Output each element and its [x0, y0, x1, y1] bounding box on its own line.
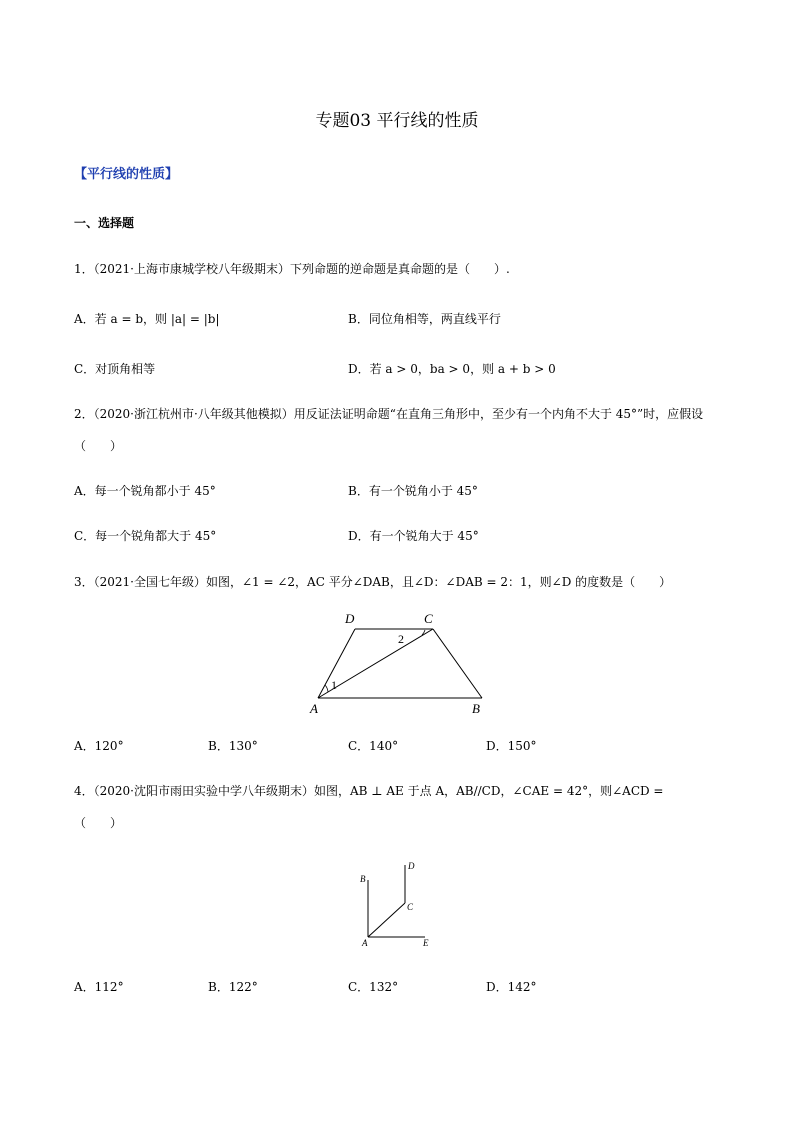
question-1-option-b: B．同位角相等，两直线平行 [348, 312, 501, 326]
point-label-d: D [408, 861, 415, 871]
segment-ac [368, 903, 405, 937]
question-4-stem-continued: （ ） [74, 816, 123, 830]
point-label-c: C [407, 902, 414, 912]
point-label-b: B [360, 874, 366, 884]
question-4-option-c: C．132° [348, 980, 399, 994]
question-1-option-d: D．若 a > 0，ba > 0，则 a + b > 0 [348, 362, 556, 376]
question-3-option-b: B．130° [208, 739, 258, 753]
point-label-a: A [362, 938, 368, 948]
point-label-d: D [345, 611, 355, 626]
question-1-option-a: A．若 a = b，则 |a| = |b| [74, 312, 220, 326]
angle-label-1: 1 [331, 678, 337, 692]
point-label-b: B [472, 701, 480, 716]
question-2-option-a: A．每一个锐角都小于 45° [74, 484, 216, 498]
question-1-option-c: C．对顶角相等 [74, 362, 156, 376]
question-4-option-d: D．142° [486, 980, 537, 994]
question-2-option-d: D．有一个锐角大于 45° [348, 529, 479, 543]
trapezoid-figure [300, 605, 500, 720]
question-3-option-c: C．140° [348, 739, 399, 753]
point-label-e: E [423, 938, 429, 948]
point-label-a: A [310, 701, 318, 716]
segment-cb [433, 629, 482, 698]
perpendicular-figure [355, 855, 445, 955]
page-title: 专题03 平行线的性质 [315, 111, 479, 131]
question-2-option-c: C．每一个锐角都大于 45° [74, 529, 217, 543]
angle-1-arc [325, 685, 328, 692]
question-3-option-a: A．120° [74, 739, 124, 753]
question-4-option-b: B．122° [208, 980, 258, 994]
question-3-option-d: D．150° [486, 739, 537, 753]
angle-label-2: 2 [398, 632, 404, 646]
section-heading: 【平行线的性质】 [74, 167, 179, 182]
question-4-option-a: A．112° [74, 980, 124, 994]
question-1-stem: 1．（2021·上海市康城学校八年级期末）下列命题的逆命题是真命题的是（ ）. [74, 262, 510, 276]
question-2-stem-continued: （ ） [74, 439, 123, 453]
question-2-option-b: B．有一个锐角小于 45° [348, 484, 478, 498]
question-4-stem: 4．（2020·沈阳市雨田实验中学八年级期末）如图，AB ⊥ AE 于点 A，AB//CD，∠CAE = 42°，则∠ACD = [74, 784, 664, 798]
part-heading: 一、选择题 [74, 216, 135, 230]
question-3-stem: 3．（2021·全国七年级）如图，∠1 = ∠2，AC 平分∠DAB，且∠D：∠DAB = 2：1，则∠D 的度数是（ ） [74, 575, 672, 589]
point-label-c: C [424, 611, 433, 626]
question-2-stem: 2．（2020·浙江杭州市·八年级其他模拟）用反证法证明命题“在直角三角形中，至少有一个内角不大于 45°”时，应假设 [74, 407, 704, 421]
